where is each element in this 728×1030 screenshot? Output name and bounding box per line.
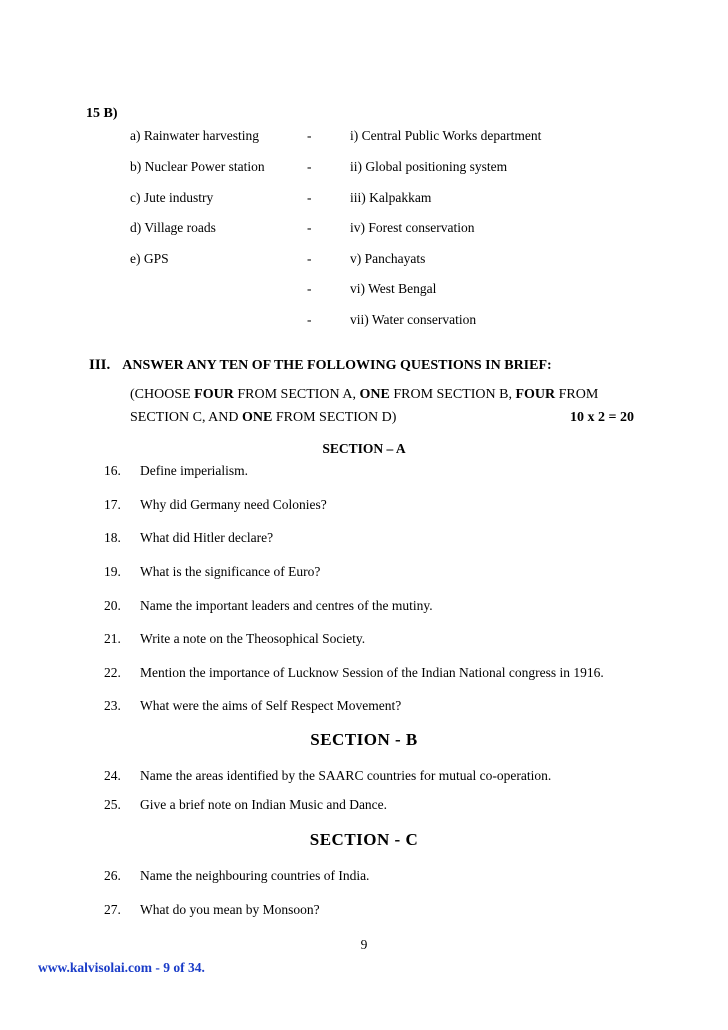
section-roman-numeral: III. [89, 357, 111, 373]
question-number: 17. [104, 497, 121, 512]
question-item [0, 698, 728, 718]
match-left: b) Nuclear Power station [130, 159, 265, 174]
page-number: 9 [360, 937, 368, 952]
instruction-emphasis: ONE [242, 410, 273, 425]
section-b-heading: SECTION - B [310, 730, 418, 749]
question-item [0, 564, 728, 584]
question-text: Name the important leaders and centres of the mutiny. [140, 598, 433, 613]
section-c-heading: SECTION - C [309, 830, 419, 849]
question-text: Write a note on the Theosophical Society. [140, 631, 366, 646]
question-item [0, 797, 728, 817]
instruction-text: (CHOOSE [130, 387, 195, 402]
match-right: vii) Water conservation [350, 312, 477, 327]
question-item [0, 598, 728, 618]
question-item [0, 631, 728, 651]
match-right: iii) Kalpakkam [350, 190, 432, 205]
match-row [0, 281, 728, 301]
match-row [0, 220, 728, 240]
question-item [0, 497, 728, 517]
instruction-line-2 [130, 410, 396, 426]
question-item [0, 665, 728, 685]
question-text: What do you mean by Monsoon? [140, 902, 320, 917]
instruction-text: FROM SECTION A, [233, 387, 360, 402]
match-right: v) Panchayats [350, 251, 426, 266]
match-right: iv) Forest conservation [350, 220, 475, 235]
match-row [0, 159, 728, 179]
match-dash: - [307, 281, 312, 296]
question-number: 27. [104, 902, 121, 917]
question-item [0, 868, 728, 888]
question-text: Why did Germany need Colonies? [140, 497, 327, 512]
question-number: 19. [104, 564, 121, 579]
question-text: Define imperialism. [140, 463, 248, 478]
question-number: 21. [104, 631, 121, 646]
section-a-heading: SECTION – A [322, 441, 406, 456]
match-left: a) Rainwater harvesting [130, 128, 259, 143]
match-dash: - [307, 190, 312, 205]
question-number: 16. [104, 463, 121, 478]
match-right: vi) West Bengal [350, 281, 437, 296]
question-text: Name the areas identified by the SAARC countries for mutual co-operation. [140, 768, 552, 783]
instruction-emphasis: ONE [359, 387, 390, 402]
instruction-text: FROM SECTION D) [272, 410, 397, 425]
question-text: What were the aims of Self Respect Movement? [140, 698, 402, 713]
match-row [0, 251, 728, 271]
question-item [0, 530, 728, 550]
match-dash: - [307, 159, 312, 174]
question-text: Mention the importance of Lucknow Session of the Indian National congress in 1916. [140, 665, 604, 680]
match-right: ii) Global positioning system [350, 159, 508, 174]
question-text: What did Hitler declare? [140, 530, 274, 545]
instruction-line-1 [130, 387, 598, 403]
match-row [0, 128, 728, 148]
footer-link[interactable]: www.kalvisolai.com - 9 of 34. [38, 960, 205, 975]
question-number: 24. [104, 768, 121, 783]
match-row [0, 190, 728, 210]
match-left: e) GPS [130, 251, 169, 266]
question-item [0, 902, 728, 922]
instruction-text: SECTION C, AND [130, 410, 243, 425]
match-right: i) Central Public Works department [350, 128, 542, 143]
question-15b-label: 15 B) [86, 106, 118, 121]
section-iii-title: ANSWER ANY TEN OF THE FOLLOWING QUESTIONS IN BRIEF: [122, 358, 552, 373]
match-left: d) Village roads [130, 220, 216, 235]
section-iii-heading [89, 357, 552, 374]
instruction-emphasis: FOUR [515, 387, 556, 402]
instruction-text: FROM [555, 387, 599, 402]
match-dash: - [307, 128, 312, 143]
question-item [0, 463, 728, 483]
instruction-text: FROM SECTION B, [389, 387, 516, 402]
match-dash: - [307, 312, 312, 327]
question-number: 18. [104, 530, 121, 545]
match-row [0, 312, 728, 332]
question-text: Name the neighbouring countries of India. [140, 868, 370, 883]
question-text: Give a brief note on Indian Music and Dance. [140, 797, 388, 812]
instruction-emphasis: FOUR [194, 387, 234, 402]
question-item [0, 768, 728, 788]
question-number: 23. [104, 698, 121, 713]
question-text: What is the significance of Euro? [140, 564, 321, 579]
match-dash: - [307, 251, 312, 266]
question-number: 25. [104, 797, 121, 812]
question-number: 22. [104, 665, 121, 680]
question-number: 26. [104, 868, 121, 883]
match-dash: - [307, 220, 312, 235]
marks-allocation: 10 x 2 = 20 [570, 410, 634, 425]
match-left: c) Jute industry [130, 190, 214, 205]
question-number: 20. [104, 598, 121, 613]
